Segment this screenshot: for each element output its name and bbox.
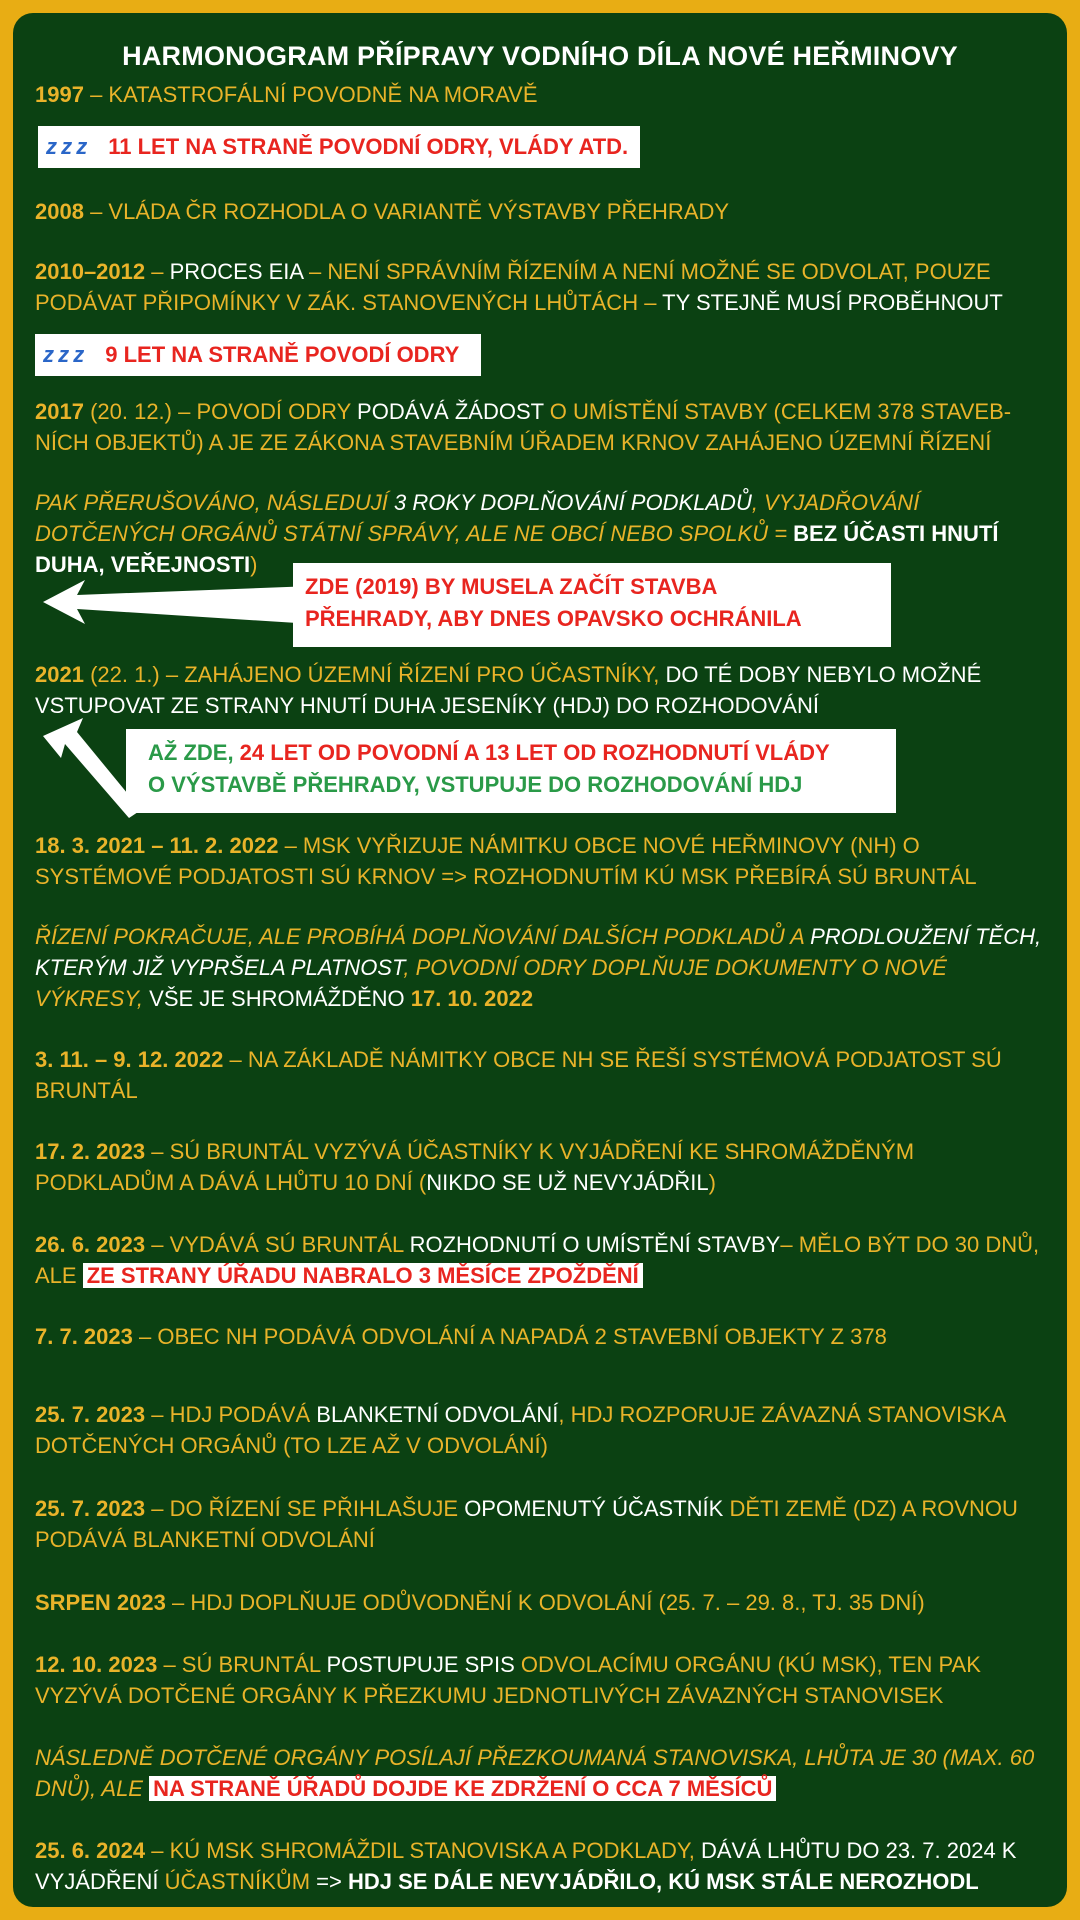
arrow-left-icon bbox=[43, 580, 313, 640]
pause-callout-text: 11 LET NA STRANĚ POVODNÍ ODRY, VLÁDY ATD. bbox=[108, 134, 629, 159]
entry-date: 17. 10. 2022 bbox=[410, 986, 534, 1011]
entry-2023-07-07 bbox=[35, 1321, 1055, 1352]
entry-date: 12. 10. 2023 bbox=[35, 1652, 158, 1677]
entry-text: DĚTI ZEMĚ (DZ) A ROVNOU PODÁVÁ BLANKETNÍ ODVOLÁNÍ bbox=[35, 1496, 1018, 1552]
entry-2023-10 bbox=[35, 1649, 1055, 1711]
entry-2017 bbox=[35, 396, 1055, 458]
entry-date: 2017 bbox=[35, 399, 84, 424]
entry-highlight: BLANKETNÍ ODVOLÁNÍ bbox=[316, 1402, 559, 1427]
entry-date: 7. 7. 2023 bbox=[35, 1324, 133, 1349]
entry-text: ) bbox=[250, 552, 258, 577]
entry-highlight: 3 ROKY DOPLŇOVÁNÍ PODKLADŮ bbox=[394, 490, 752, 515]
delay-highlight: NA STRANĚ ÚŘADŮ DOJDE KE ZDRŽENÍ O CCA 7 MĚSÍCŮ bbox=[149, 1776, 776, 1801]
entry-text: – VLÁDA ČR ROZHODLA O VARIANTĚ VÝSTAVBY PŘEHRADY bbox=[83, 199, 730, 224]
entry-2021 bbox=[35, 659, 1055, 721]
entry-text: – HDJ PODÁVÁ bbox=[145, 1402, 317, 1427]
entry-text: (22. 1.) – ZAHÁJENO ÚZEMNÍ ŘÍZENÍ PRO ÚČASTNÍKY, bbox=[83, 662, 666, 687]
entry-text: (20. 12.) – POVODÍ ODRY bbox=[83, 399, 358, 424]
entry-highlight: ROZHODNUTÍ O UMÍSTĚNÍ STAVBY bbox=[409, 1232, 781, 1257]
entry-highlight: NIKDO SE UŽ NEVYJÁDŘIL bbox=[426, 1170, 709, 1195]
entry-highlight: TY STEJNĚ MUSÍ PROBĚHNOUT bbox=[662, 290, 1003, 315]
callout-line: O VÝSTAVBĚ PŘEHRADY, VSTUPUJE DO ROZHODOVÁNÍ HDJ bbox=[148, 772, 803, 797]
sleep-icon: z z z bbox=[43, 342, 84, 367]
callout-text-red: 24 LET OD POVODNÍ A 13 LET OD ROZHODNUTÍ VLÁDY bbox=[239, 740, 830, 765]
entry-highlight: PRODLOUŽENÍ TĚCH, KTERÝM JIŽ VYPRŠELA PLATNOST bbox=[35, 924, 1042, 980]
entry-2024 bbox=[35, 1835, 1055, 1897]
callout-line bbox=[148, 737, 874, 769]
entry-text: ÚČASTNÍKŮM bbox=[164, 1869, 311, 1894]
entry-text: NÁSLEDNĚ DOTČENÉ ORGÁNY POSÍLAJÍ PŘEZKOUMANÁ STANOVISKA, LHŮTA JE 30 (MAX. 60 DNŮ), ALE bbox=[35, 1745, 1035, 1801]
entry-date: 25. 7. 2023 bbox=[35, 1496, 146, 1521]
entry-date: 3. 11. – 9. 12. 2022 bbox=[35, 1047, 224, 1072]
entry-text: – MSK VYŘIZUJE NÁMITKU OBCE NOVÉ HEŘMINOVY (NH) O SYSTÉMOVÉ PODJATOSTI SÚ KRNOV => ROZHODNUTÍM KÚ MSK PŘEBÍRÁ SÚ BRUNTÁL bbox=[35, 833, 977, 889]
entry-text: – SÚ BRUNTÁL bbox=[157, 1652, 327, 1677]
entry-text: – KÚ MSK SHROMÁŽDIL STANOVISKA A PODKLADY, bbox=[145, 1838, 701, 1863]
entry-highlight: DO TÉ DOBY NEBYLO MOŽNÉ VSTUPOVAT ZE STRANY HNUTÍ DUHA JESENÍKY (HDJ) DO ROZHODOVÁNÍ bbox=[35, 662, 982, 718]
entry-date: 25. 7. 2023 bbox=[35, 1402, 146, 1427]
entry-highlight: OPOMENUTÝ ÚČASTNÍK bbox=[464, 1496, 724, 1521]
entry-date: 2010–2012 bbox=[35, 259, 146, 284]
entry-highlight: POSTUPUJE SPIS bbox=[326, 1652, 515, 1677]
entry-highlight: HDJ SE DÁLE NEVYJÁDŘILO, KÚ MSK STÁLE NEROZHODL bbox=[347, 1869, 979, 1894]
entry-text: – HDJ DOPLŇUJE ODŮVODNĚNÍ K ODVOLÁNÍ (25. 7. – 29. 8., TJ. 35 DNÍ) bbox=[165, 1590, 925, 1615]
callout-zde-2019 bbox=[293, 563, 891, 647]
entry-text: O UMÍSTĚNÍ STAVBY (CELKEM 378 STAVEB-NÍCH OBJEKTŮ) A JE ZE ZÁKONA STAVEBNÍM ÚŘADEM KRNOV ZAHÁJENO ÚZEMNÍ ŘÍZENÍ bbox=[35, 399, 1012, 455]
entry-text: – OBEC NH PODÁVÁ ODVOLÁNÍ A NAPADÁ 2 STAVEBNÍ OBJEKTY Z 378 bbox=[132, 1324, 887, 1349]
entry-date: 18. 3. 2021 – 11. 2. 2022 bbox=[35, 833, 279, 858]
entry-date: 1997 bbox=[35, 82, 84, 107]
callout-line: ZDE (2019) BY MUSELA ZAČÍT STAVBA bbox=[305, 574, 718, 599]
entry-date: 2008 bbox=[35, 199, 84, 224]
callout-az-zde bbox=[126, 729, 896, 813]
callout-text-green: AŽ ZDE, bbox=[148, 740, 240, 765]
entry-text: – NA ZÁKLADĚ NÁMITKY OBCE NH SE ŘEŠÍ SYSTÉMOVÁ PODJATOST SÚ BRUNTÁL bbox=[35, 1047, 1002, 1103]
entry-text: , POVODNÍ ODRY DOPLŇUJE DOKUMENTY O NOVÉ VÝKRESY, bbox=[35, 955, 947, 1011]
entry-text: – DO ŘÍZENÍ SE PŘIHLAŠUJE bbox=[145, 1496, 465, 1521]
entry-text: – SÚ BRUNTÁL VYZÝVÁ ÚČASTNÍKY K VYJÁDŘENÍ KE SHROMÁŽDĚNÝM PODKLADŮM A DÁVÁ LHŮTU 10 DNÍ ( bbox=[35, 1139, 915, 1195]
entry-highlight: PROCES EIA bbox=[169, 259, 303, 284]
delay-highlight: ZE STRANY ÚŘADU NABRALO 3 MĚSÍCE ZPOŽDĚNÍ bbox=[83, 1263, 643, 1288]
entry-srpen-2023 bbox=[35, 1587, 1055, 1618]
entry-2010-2012 bbox=[35, 256, 1055, 318]
entry-nasledne bbox=[35, 1742, 1055, 1804]
pause-callout-9-years bbox=[35, 334, 481, 376]
entry-text: – NENÍ SPRÁVNÍM ŘÍZENÍM A NENÍ MOŽNÉ SE ODVOLAT, POUZE PODÁVAT PŘIPOMÍNKY V ZÁK. STANOVENÝCH LHŮTÁCH – bbox=[35, 259, 991, 315]
entry-2023-06 bbox=[35, 1229, 1055, 1291]
entry-text: – KATASTROFÁLNÍ POVODNĚ NA MORAVĚ bbox=[83, 82, 538, 107]
timeline-panel bbox=[13, 13, 1067, 1907]
entry-text: – VYDÁVÁ SÚ BRUNTÁL bbox=[145, 1232, 410, 1257]
entry-highlight: PODÁVÁ ŽÁDOST bbox=[357, 399, 544, 424]
entry-text: – bbox=[145, 259, 170, 284]
entry-text: ODVOLACÍMU ORGÁNU (KÚ MSK), TEN PAK VYZÝVÁ DOTČENÉ ORGÁNY K PŘEZKUMU JEDNOTLIVÝCH ZÁVAZNÝCH STANOVISEK bbox=[35, 1652, 981, 1708]
entry-date: 25. 6. 2024 bbox=[35, 1838, 146, 1863]
pause-callout-text: 9 LET NA STRANĚ POVODÍ ODRY bbox=[105, 342, 460, 367]
entry-date: 2021 bbox=[35, 662, 84, 687]
entry-highlight: DÁVÁ LHŮTU DO 23. 7. 2024 bbox=[701, 1838, 996, 1863]
entry-2023-07-25-hdj bbox=[35, 1399, 1055, 1461]
entry-2023-07-25-dz bbox=[35, 1493, 1055, 1555]
page-title: HARMONOGRAM PŘÍPRAVY VODNÍHO DÍLA NOVÉ HEŘMINOVY bbox=[122, 41, 958, 71]
entry-highlight: BEZ ÚČASTI HNUTÍ DUHA, VEŘEJNOSTI bbox=[35, 521, 999, 577]
entry-text: ) bbox=[708, 1170, 716, 1195]
entry-text: , HDJ ROZPORUJE ZÁVAZNÁ STANOVISKA DOTČENÝCH ORGÁNŮ (TO LZE AŽ V ODVOLÁNÍ) bbox=[35, 1402, 1005, 1458]
entry-1997 bbox=[35, 79, 1055, 110]
entry-2023-02 bbox=[35, 1136, 1055, 1198]
entry-2008 bbox=[35, 196, 1055, 227]
entry-date: SRPEN 2023 bbox=[35, 1590, 166, 1615]
entry-rizeni bbox=[35, 921, 1055, 1014]
entry-2021-2022 bbox=[35, 830, 1055, 892]
entry-text: PAK PŘERUŠOVÁNO, NÁSLEDUJÍ bbox=[35, 490, 395, 515]
callout-line: PŘEHRADY, ABY DNES OPAVSKO OCHRÁNILA bbox=[305, 606, 802, 631]
entry-date: 26. 6. 2023 bbox=[35, 1232, 146, 1257]
entry-text: , VYJADŘOVÁNÍ DOTČENÝCH ORGÁNŮ STÁTNÍ SPRÁVY, ALE NE OBCÍ NEBO SPOLKŮ = bbox=[35, 490, 920, 546]
entry-highlight: => bbox=[310, 1869, 348, 1894]
entry-highlight: VŠE JE SHROMÁŽDĚNO bbox=[149, 986, 411, 1011]
entry-highlight: K VYJÁDŘENÍ bbox=[35, 1838, 1017, 1894]
entry-date: 17. 2. 2023 bbox=[35, 1139, 146, 1164]
entry-text: ŘÍZENÍ POKRAČUJE, ALE PROBÍHÁ DOPLŇOVÁNÍ DALŠÍCH PODKLADŮ A bbox=[35, 924, 811, 949]
entry-2022 bbox=[35, 1044, 1055, 1106]
entry-text: – MĚLO BÝT DO 30 DNŮ, ALE bbox=[35, 1232, 1040, 1288]
pause-callout-11-years bbox=[38, 126, 640, 168]
sleep-icon: z z z bbox=[46, 134, 87, 159]
